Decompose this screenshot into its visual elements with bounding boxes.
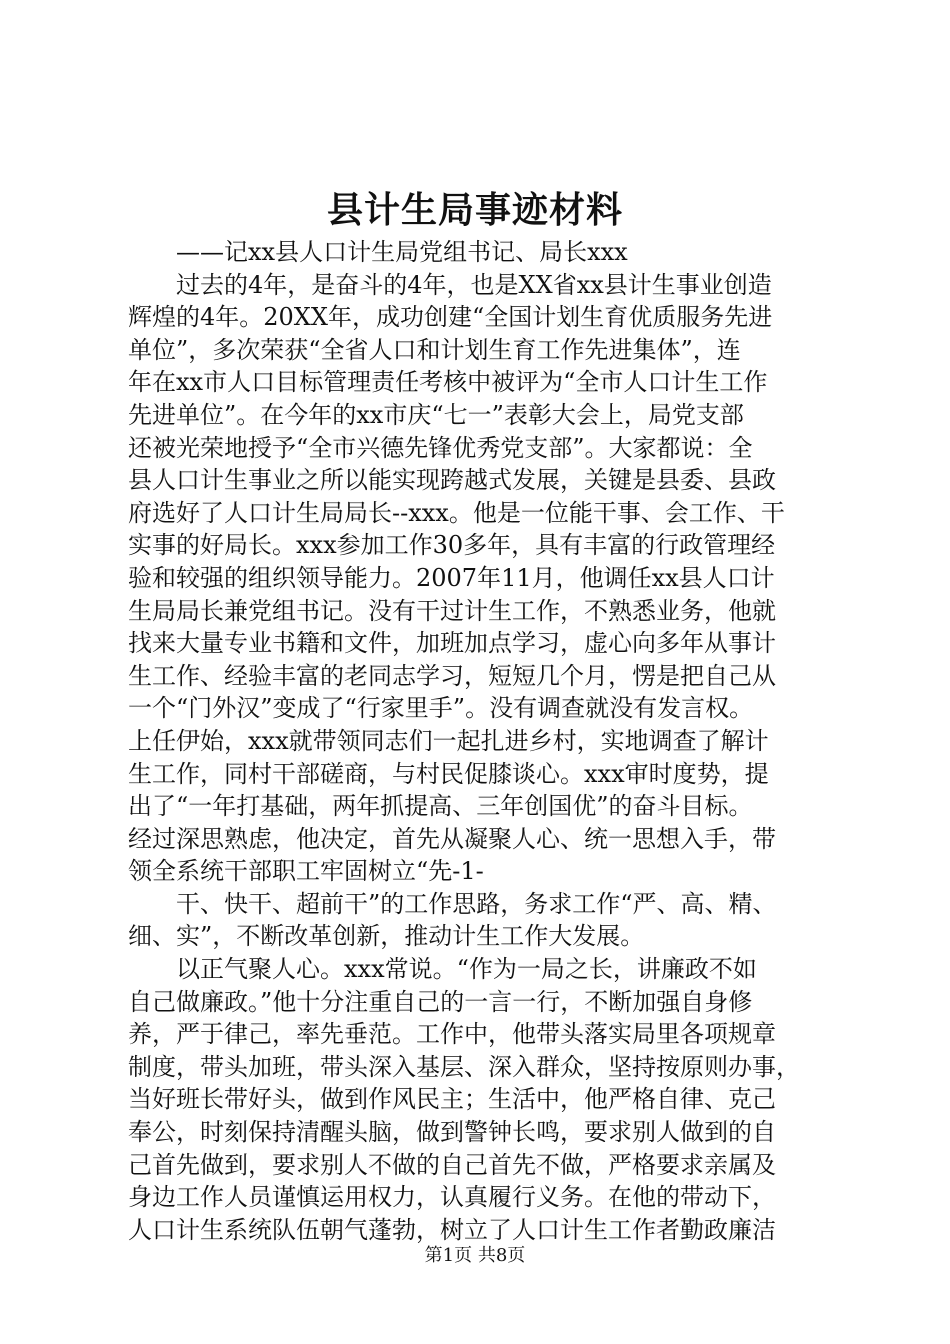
- text-line: 生工作、经验丰富的老同志学习，短短几个月，愣是把自己从: [128, 661, 776, 690]
- text-line: 先进单位”。在今年的xx市庆“七一”表彰大会上，局党支部: [128, 400, 744, 429]
- text-line: 细、实”，不断改革创新，推动计生工作大发展。: [128, 922, 645, 951]
- text-line: 验和较强的组织领导能力。2007年11月，他调任xx县人口计: [128, 563, 775, 592]
- document-body: [128, 236, 828, 1246]
- page-title: 县计生局事迹材料: [326, 189, 623, 231]
- text-line: 奉公，时刻保持清醒头脑，做到警钟长鸣，要求别人做到的自: [128, 1118, 776, 1147]
- text-line: 制度，带头加班，带头深入基层、深入群众，坚持按原则办事，: [128, 1052, 800, 1081]
- text-line: 实事的好局长。xxx参加工作30多年，具有丰富的行政管理经: [128, 531, 776, 560]
- text-line: 生局局长兼党组书记。没有干过计生工作，不熟悉业务，他就: [128, 596, 776, 625]
- text-line: 出了“一年打基础，两年抓提高、三年创国优”的奋斗目标。: [128, 792, 753, 821]
- text-line: 单位”，多次荣获“全省人口和计划生育工作先进集体”，连: [128, 335, 741, 364]
- text-line: 养，严于律己，率先垂范。工作中，他带头落实局里各项规章: [128, 1020, 776, 1049]
- text-line: 年在xx市人口目标管理责任考核中被评为“全市人口计生工作: [128, 368, 768, 397]
- text-line: 一个“门外汉”变成了“行家里手”。没有调查就没有发言权。: [128, 694, 754, 723]
- text-line: 生工作，同村干部磋商，与村民促膝谈心。xxx审时度势，提: [128, 759, 769, 788]
- text-line: 过去的4年，是奋斗的4年，也是XX省xx县计生事业创造: [176, 270, 772, 299]
- text-line: 上任伊始，xxx就带领同志们一起扎进乡村，实地调查了解计: [128, 726, 769, 755]
- text-line: 县人口计生事业之所以能实现跨越式发展，关键是县委、县政: [128, 466, 776, 495]
- text-line: 人口计生系统队伍朝气蓬勃，树立了人口计生工作者勤政廉洁: [128, 1215, 776, 1244]
- text-line: 领全系统干部职工牢固树立“先-1-: [128, 857, 484, 886]
- text-line: 还被光荣地授予“全市兴德先锋优秀党支部”。大家都说：全: [128, 433, 753, 462]
- page-footer: 第1页 共8页: [424, 1245, 526, 1266]
- text-line: 以正气聚人心。xxx常说。“作为一局之长，讲廉政不如: [176, 955, 757, 984]
- text-line: 当好班长带好头，做到作风民主；生活中，他严格自律、克己: [128, 1085, 776, 1114]
- text-line: 身边工作人员谨慎运用权力，认真履行义务。在他的带动下，: [128, 1183, 776, 1212]
- text-line: 辉煌的4年。20XX年，成功创建“全国计划生育优质服务先进: [128, 303, 773, 332]
- text-line: ——记xx县人口计生局党组书记、局长xxx: [176, 238, 628, 266]
- text-line: 自己做廉政。”他十分注重自己的一言一行，不断加强自身修: [128, 987, 753, 1016]
- text-line: 府选好了人口计生局局长--xxx。他是一位能干事、会工作、干: [128, 498, 785, 527]
- text-line: 己首先做到，要求别人不做的自己首先不做，严格要求亲属及: [128, 1150, 776, 1179]
- text-line: 找来大量专业书籍和文件，加班加点学习，虚心向多年从事计: [128, 629, 776, 658]
- text-line: 干、快干、超前干”的工作思路，务求工作“严、高、精、: [176, 889, 777, 918]
- text-line: 经过深思熟虑，他决定，首先从凝聚人心、统一思想入手，带: [128, 824, 776, 853]
